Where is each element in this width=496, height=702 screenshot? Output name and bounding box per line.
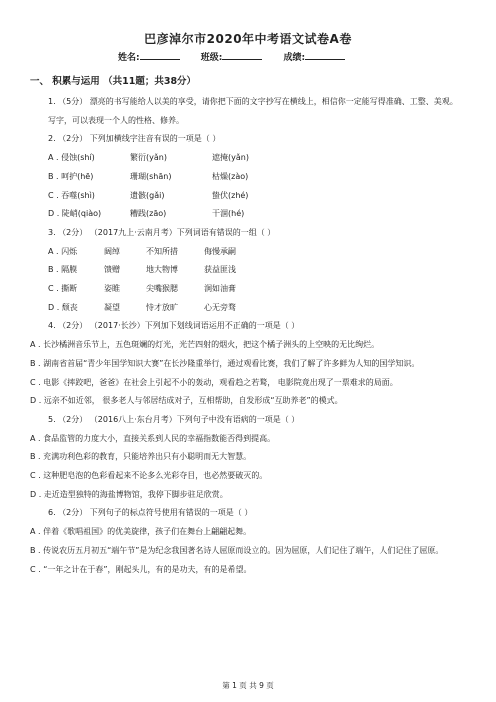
option-cell: D . 颓丧	[48, 302, 78, 312]
option-cell: D . 陡峭(qiào)	[48, 209, 102, 219]
option-cell: A . 闪烁	[48, 246, 78, 256]
option-cell: B . 呵护(hē)	[48, 171, 94, 181]
question-4-stem: 4. （2分） （2017·长沙）下列加下划线词语运用不正确的一项是（ ）	[48, 321, 300, 331]
question-1-text: 写字，可以表现一个人的性格、修养。	[48, 115, 184, 125]
option-cell: 涧如油膏	[204, 284, 236, 294]
question-3-option-c[interactable]	[30, 280, 478, 299]
page-footer: 第 1 页 共 9 页	[222, 681, 274, 690]
option-cell: 馈赠	[104, 265, 120, 275]
question-3-option-a[interactable]	[30, 243, 478, 262]
option-cell: 阔绰	[104, 246, 120, 256]
question-2-option-c[interactable]	[30, 187, 478, 206]
question-5-option-a[interactable]: A . 食品监管的力度大小，直接关系到人民的幸福指数能否得到提高。	[30, 433, 276, 443]
question-2-option-a[interactable]	[30, 149, 478, 168]
option-cell: 侮慢承嗣	[204, 246, 236, 256]
question-3-option-d[interactable]	[30, 299, 478, 318]
class-label: 班级:	[200, 53, 223, 63]
name-blank[interactable]	[140, 51, 180, 60]
option-cell: 枯燥(zào)	[212, 171, 249, 181]
option-cell: 繁衍(yǎn)	[130, 153, 167, 163]
option-cell: C . 吞噬(shì)	[48, 190, 95, 200]
question-6-option-b[interactable]: B . 传说农历五月初五“端午节”是为纪念我国著名诗人屈原而设立的。因为屈原，人们记住了端午，人们记住了屈原。	[30, 545, 444, 555]
question-5-option-c[interactable]: C . 这种肥皂泡的色彩看起来不论多么光彩夺目，也必然要破灭的。	[30, 471, 268, 481]
option-cell: 糟践(zāo)	[130, 209, 167, 219]
question-4-option-a[interactable]: A . 长沙橘洲音乐节上，五色斑斓的灯光，光芒四射的烟火，把这个橘子洲头的上空映的无比绚烂。	[30, 340, 380, 350]
section-heading: 一、 积累与运用 （共11题；共38分）	[30, 76, 197, 87]
option-cell: 心无旁骛	[204, 302, 236, 312]
page-title: 巴彦淖尔市2020年中考语文试卷A卷	[144, 32, 352, 46]
option-cell: 遮掩(yǎn)	[212, 153, 249, 163]
question-4-option-b[interactable]: B . 湖南省首届“青少年国学知识大赛”在长沙隆重举行，通过观看比赛，我们了解了许多鲜为人知的国学知识。	[30, 358, 420, 368]
question-5-option-d[interactable]: D . 走近造型独特的海盐博物馆，我停下脚步驻足欣赏。	[30, 489, 228, 499]
question-5-stem: 5. （2分） （2016八上·东台月考）下列句子中没有语病的一项是（ ）	[48, 414, 300, 424]
option-cell: 姿睢	[104, 284, 120, 294]
question-4-option-d[interactable]: D . 远亲不如近邻， 很多老人与邻居结成对子，互相帮助，自发形成“互助养老”的模式。	[30, 396, 343, 406]
question-6-stem: 6. （2分） 下列句子的标点符号使用有错误的一项是（ ）	[48, 508, 253, 518]
question-6-option-c[interactable]: C . “一年之计在于春”，刚起头儿，有的是功夫，有的是希望。	[30, 564, 252, 574]
class-blank[interactable]	[222, 51, 262, 60]
question-2-option-b[interactable]	[30, 168, 478, 187]
question-1-stem: 1. （5分） 漂亮的书写能给人以美的享受，请你把下面的文字抄写在横线上，相信你一定能写得准确、工整、美观。	[48, 97, 458, 106]
option-cell: 恃才放旷	[146, 302, 178, 312]
option-cell: 蛰伏(zhé)	[212, 190, 249, 200]
question-5-option-b[interactable]: B . 充满功利色彩的教育，只能培养出只有小聪明而无大智慧。	[30, 452, 252, 462]
option-cell: 尖嘴猴腮	[146, 284, 178, 294]
option-cell: B . 隔膜	[48, 265, 78, 275]
question-3-option-b[interactable]	[30, 261, 478, 280]
score-label: 成绩:	[283, 53, 306, 63]
question-list	[30, 93, 478, 579]
option-cell: 珊瑚(shān)	[130, 171, 172, 181]
option-cell: 不知所措	[146, 246, 178, 256]
option-cell: A . 侵蚀(shí)	[48, 153, 95, 163]
option-cell: C . 撕断	[48, 284, 78, 294]
question-2-stem: 2. （2分） 下列加横线字注音有误的一项是（ ）	[48, 134, 221, 144]
question-2-option-d[interactable]	[30, 205, 478, 224]
student-info-row	[118, 50, 418, 63]
option-cell: 凝望	[104, 302, 120, 312]
question-6-option-a[interactable]: A . 伴着《歌唱祖国》的优美旋律，孩子们在舞台上翩翩起舞。	[30, 527, 252, 537]
option-cell: 地大物博	[146, 265, 178, 275]
name-label: 姓名:	[118, 53, 140, 63]
question-3-stem: 3. （2分） （2017九上·云南月考）下列词语有错误的一组（ ）	[48, 227, 276, 237]
option-cell: 获益匪浅	[204, 265, 236, 275]
option-cell: 干涸(hé)	[212, 209, 245, 219]
option-cell: 遗骸(gǎi)	[130, 190, 165, 200]
question-4-option-c[interactable]: C . 电影《摔跤吧，爸爸》在社会上引起不小的轰动，观看趋之若鹜， 电影院竟出现了一票难求的局面。	[30, 377, 398, 387]
score-blank[interactable]	[305, 51, 345, 60]
